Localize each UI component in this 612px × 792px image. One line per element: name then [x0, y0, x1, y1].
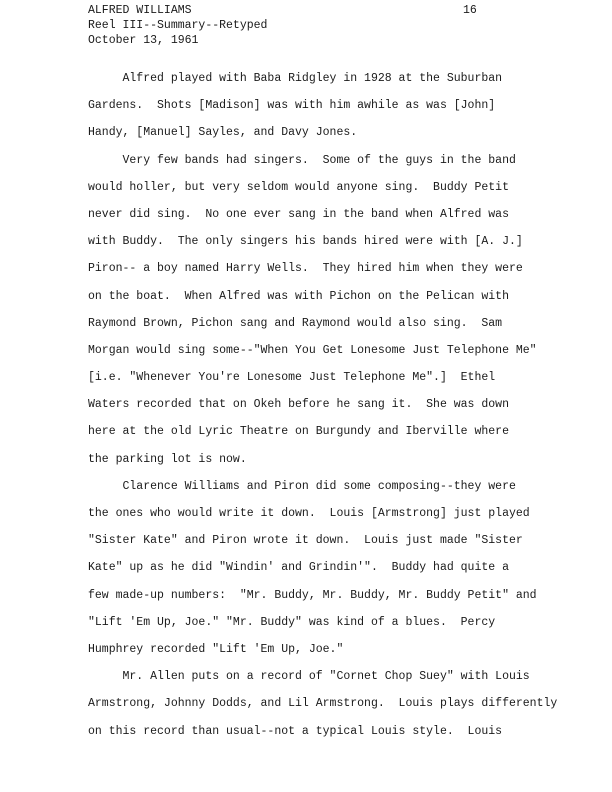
text-line: with Buddy. The only singers his bands hired were with [A. J.] [88, 235, 523, 249]
document-body [88, 72, 588, 752]
text-line: Armstrong, Johnny Dodds, and Lil Armstrong. Louis plays differently [88, 697, 558, 711]
text-line: Raymond Brown, Pichon sang and Raymond would also sing. Sam [88, 316, 503, 330]
text-line: on this record than usual--not a typical Louis style. Louis [88, 724, 503, 738]
text-line: on the boat. When Alfred was with Pichon on the Pelican with [88, 289, 509, 303]
page-number: 16 [463, 4, 477, 17]
text-line: here at the old Lyric Theatre on Burgundy and Iberville where [88, 425, 509, 439]
text-line: the parking lot is now. [88, 452, 247, 466]
interviewee-name: ALFRED WILLIAMS [88, 4, 192, 17]
text-line: Clarence Williams and Piron did some composing--they were [88, 479, 516, 493]
text-line: Very few bands had singers. Some of the guys in the band [88, 153, 516, 167]
text-line: Mr. Allen puts on a record of "Cornet Chop Suey" with Louis [88, 670, 530, 684]
text-line: never did sing. No one ever sang in the band when Alfred was [88, 207, 509, 221]
text-line: Alfred played with Baba Ridgley in 1928 at the Suburban [88, 72, 503, 85]
document-header [88, 4, 267, 49]
reel-label: Reel III--Summary--Retyped [88, 19, 268, 32]
text-line: Waters recorded that on Okeh before he sang it. She was down [88, 398, 509, 412]
text-line: would holler, but very seldom would anyone sing. Buddy Petit [88, 180, 509, 194]
text-line: [i.e. "Whenever You're Lonesome Just Telephone Me".] Ethel [88, 371, 496, 385]
text-line: the ones who would write it down. Louis [Armstrong] just played [88, 507, 530, 520]
interview-date: October 13, 1961 [88, 34, 199, 47]
text-line: "Sister Kate" and Piron wrote it down. Louis just made "Sister [88, 534, 523, 548]
text-line: Morgan would sing some--"When You Get Lonesome Just Telephone Me" [88, 343, 537, 357]
text-line: few made-up numbers: "Mr. Buddy, Mr. Buddy, Mr. Buddy Petit" and [88, 588, 537, 602]
text-line: Kate" up as he did "Windin' and Grindin'". Buddy had quite a [88, 561, 509, 575]
text-line: Piron-- a boy named Harry Wells. They hired him when they were [88, 262, 523, 276]
text-line: Handy, [Manuel] Sayles, and Davy Jones. [88, 126, 358, 140]
text-line: "Lift 'Em Up, Joe." "Mr. Buddy" was kind of a blues. Percy [88, 615, 496, 629]
text-line: Humphrey recorded "Lift 'Em Up, Joe." [88, 642, 344, 656]
text-line: Gardens. Shots [Madison] was with him awhile as was [John] [88, 99, 496, 113]
